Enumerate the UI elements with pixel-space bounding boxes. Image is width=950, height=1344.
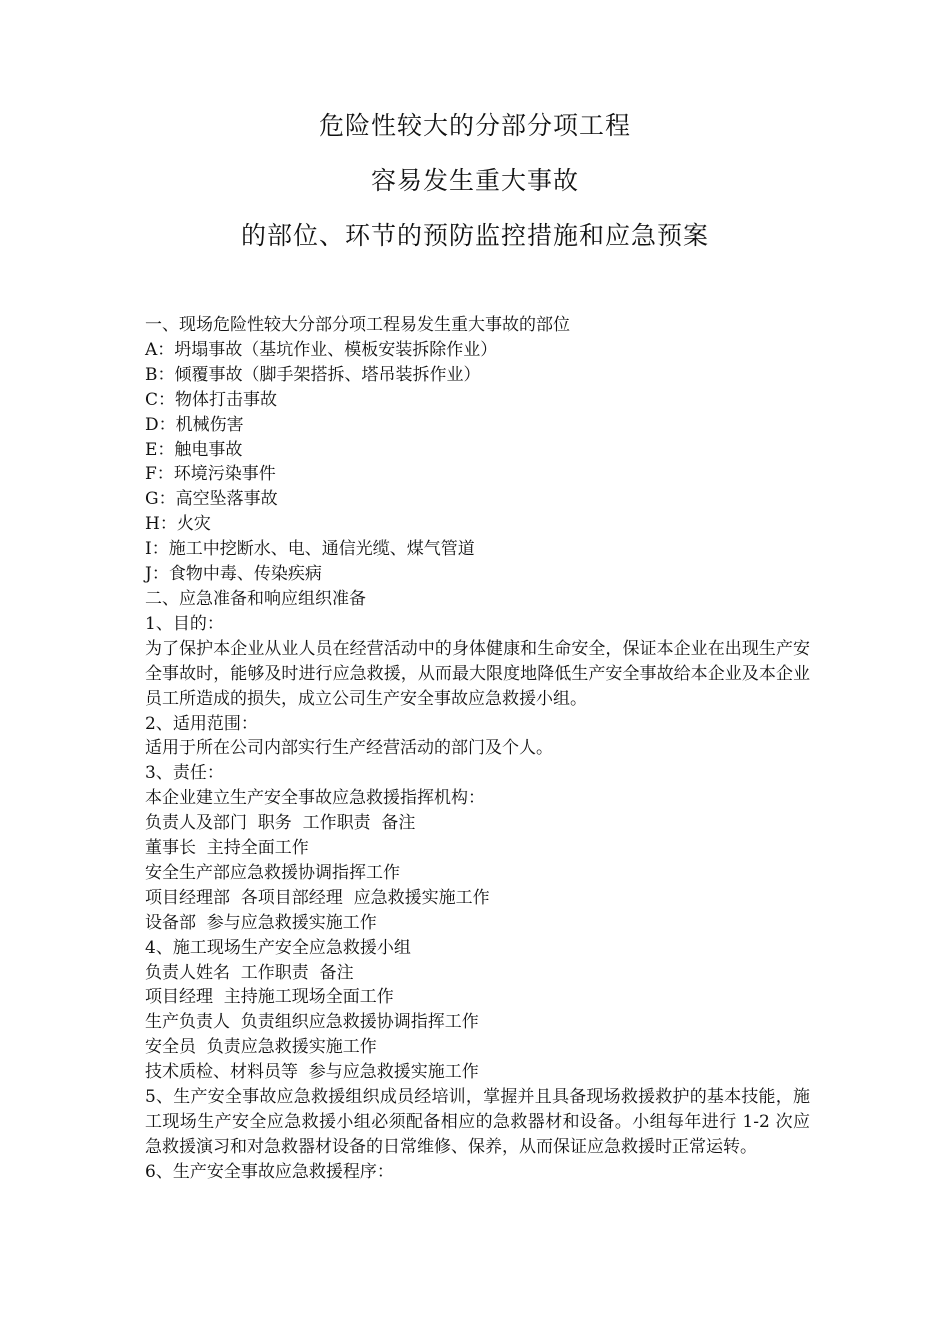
- hazard-item-j: J：食物中毒、传染疾病: [145, 564, 322, 585]
- hazard-item-d: D：机械伤害: [145, 414, 244, 435]
- hazard-item-f: F：环境污染事件: [145, 464, 276, 485]
- purpose-heading: 1、目的：: [145, 613, 224, 634]
- title-line-1: 危险性较大的分部分项工程: [318, 111, 631, 140]
- title-line-3: 的部位、环节的预防监控措施和应急预案: [240, 221, 709, 250]
- section-2-heading: 二、应急准备和响应组织准备: [145, 588, 366, 609]
- team-heading: 4、施工现场生产安全应急救援小组: [145, 937, 411, 958]
- duty-intro: 本企业建立生产安全事故应急救援指挥机构：: [145, 788, 485, 809]
- scope-heading: 2、适用范围：: [145, 713, 258, 734]
- team-header-row: 负责人姓名 工作职责 备注: [145, 962, 354, 983]
- duty-heading: 3、责任：: [145, 763, 224, 784]
- section-1-heading: 一、现场危险性较大分部分项工程易发生重大事故的部位: [145, 315, 570, 335]
- hazard-item-b: B：倾覆事故（脚手架搭拆、塔吊装拆作业）: [145, 364, 481, 385]
- training-paragraph: 5、生产安全事故应急救援组织成员经培训，掌握并且具备现场救援救护的基本技能，施工现场生产安全应急救援小组必须配备相应的急救器材和设备。小组每年进行 1-2 次应急救援演习和对急救器材设备的日常维修、保养，从而保证应急救援时正常运转。: [145, 1087, 810, 1157]
- org-row: 设备部 参与应急救援实施工作: [145, 912, 377, 933]
- document-title: [0, 112, 950, 277]
- document-body: [145, 313, 810, 1185]
- team-row: 项目经理 主持施工现场全面工作: [145, 987, 394, 1008]
- hazard-item-h: H：火灾: [145, 514, 211, 535]
- hazard-item-e: E：触电事故: [145, 439, 243, 460]
- hazard-item-c: C：物体打击事故: [145, 389, 278, 410]
- hazard-item-g: G：高空坠落事故: [145, 489, 278, 510]
- hazard-item-a: A：坍塌事故（基坑作业、模板安装拆除作业）: [145, 339, 498, 360]
- procedure-heading: 6、生产安全事故应急救援程序：: [145, 1161, 394, 1182]
- team-row: 生产负责人 负责组织应急救援协调指挥工作: [145, 1012, 479, 1033]
- org-row: 安全生产部应急救援协调指挥工作: [145, 862, 400, 883]
- org-header-row: 负责人及部门 职务 工作职责 备注: [145, 813, 416, 834]
- hazard-item-i: I：施工中挖断水、电、通信光缆、煤气管道: [145, 539, 475, 560]
- team-row: 技术质检、材料员等 参与应急救援实施工作: [145, 1062, 479, 1083]
- title-line-2: 容易发生重大事故: [370, 166, 579, 195]
- org-row: 项目经理部 各项目部经理 应急救援实施工作: [145, 887, 490, 908]
- team-row: 安全员 负责应急救援实施工作: [145, 1037, 377, 1058]
- purpose-paragraph: 为了保护本企业从业人员在经营活动中的身体健康和生命安全，保证本企业在出现生产安全事故时，能够及时进行应急救援，从而最大限度地降低生产安全事故给本企业及本企业员工所造成的损失，成立公司生产安全事故应急救援小组。: [145, 638, 810, 709]
- org-row: 董事长 主持全面工作: [145, 838, 309, 859]
- scope-paragraph: 适用于所在公司内部实行生产经营活动的部门及个人。: [145, 738, 553, 759]
